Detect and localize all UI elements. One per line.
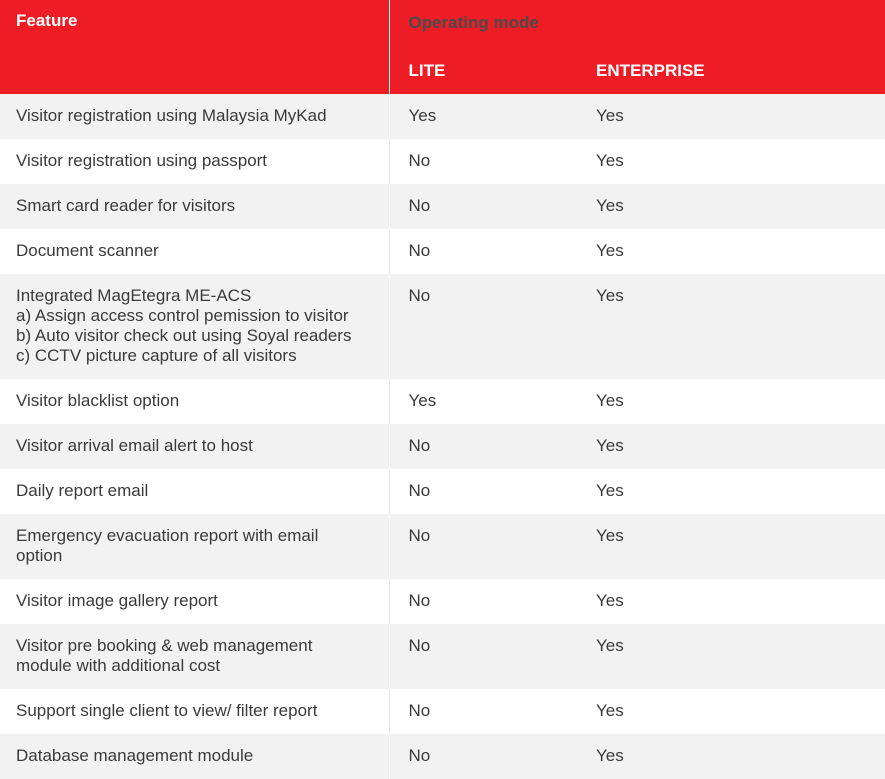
enterprise-value-cell: Yes [576,579,885,624]
lite-value-cell: No [389,184,576,229]
table-row [0,624,885,689]
feature-text: b) Auto visitor check out using Soyal readers [16,326,352,345]
feature-cell [0,184,389,229]
table-row [0,579,885,624]
enterprise-value-cell: Yes [576,469,885,514]
lite-column-header: LITE [389,47,576,94]
feature-text: Visitor registration using Malaysia MyKad [16,106,327,125]
feature-text: Document scanner [16,241,159,260]
feature-column-header: Feature [0,0,389,94]
lite-value-cell: Yes [389,379,576,424]
lite-value-cell: No [389,274,576,379]
lite-value-cell: No [389,689,576,734]
lite-value-cell: Yes [389,94,576,139]
enterprise-value-cell: Yes [576,514,885,579]
lite-value-cell: No [389,624,576,689]
feature-text: Emergency evacuation report with email [16,526,319,545]
table-row [0,229,885,274]
feature-cell [0,514,389,579]
feature-cell [0,689,389,734]
enterprise-value-cell: Yes [576,624,885,689]
enterprise-value-cell: Yes [576,274,885,379]
feature-cell [0,624,389,689]
feature-text: a) Assign access control pemission to visitor [16,306,349,325]
table-row [0,139,885,184]
lite-value-cell: No [389,139,576,184]
feature-text: Integrated MagEtegra ME-ACS [16,286,252,305]
feature-text: Daily report email [16,481,149,500]
lite-value-cell: No [389,424,576,469]
feature-text: Database management module [16,746,254,765]
enterprise-value-cell: Yes [576,424,885,469]
feature-cell [0,424,389,469]
feature-text: Visitor pre booking & web management [16,636,313,655]
feature-cell [0,139,389,184]
feature-text: Visitor registration using passport [16,151,268,170]
enterprise-value-cell: Yes [576,94,885,139]
lite-value-cell: No [389,514,576,579]
lite-value-cell: No [389,229,576,274]
enterprise-value-cell: Yes [576,689,885,734]
lite-value-cell: No [389,469,576,514]
enterprise-value-cell: Yes [576,734,885,779]
feature-cell [0,274,389,379]
feature-text: module with additional cost [16,656,221,675]
lite-value-cell: No [389,579,576,624]
enterprise-value-cell: Yes [576,229,885,274]
table-row [0,274,885,379]
table-row [0,424,885,469]
enterprise-value-cell: Yes [576,379,885,424]
feature-text: option [16,546,63,565]
lite-value-cell: No [389,734,576,779]
feature-text: Support single client to view/ filter report [16,701,318,720]
enterprise-column-header: ENTERPRISE [576,47,885,94]
table-row [0,184,885,229]
feature-cell [0,229,389,274]
feature-text: Visitor image gallery report [16,591,218,610]
feature-text: c) CCTV picture capture of all visitors [16,346,297,365]
table-row [0,469,885,514]
feature-text: Smart card reader for visitors [16,196,236,215]
enterprise-value-cell: Yes [576,139,885,184]
feature-cell [0,469,389,514]
table-row [0,94,885,139]
feature-text: Visitor arrival email alert to host [16,436,253,455]
enterprise-value-cell: Yes [576,184,885,229]
table-row [0,379,885,424]
operating-mode-header: Operating mode [389,0,885,47]
feature-cell [0,379,389,424]
table-body [0,94,885,779]
feature-cell [0,579,389,624]
table-row [0,689,885,734]
table-row [0,514,885,579]
feature-cell [0,94,389,139]
table-row [0,734,885,779]
feature-cell [0,734,389,779]
feature-text: Visitor blacklist option [16,391,180,410]
